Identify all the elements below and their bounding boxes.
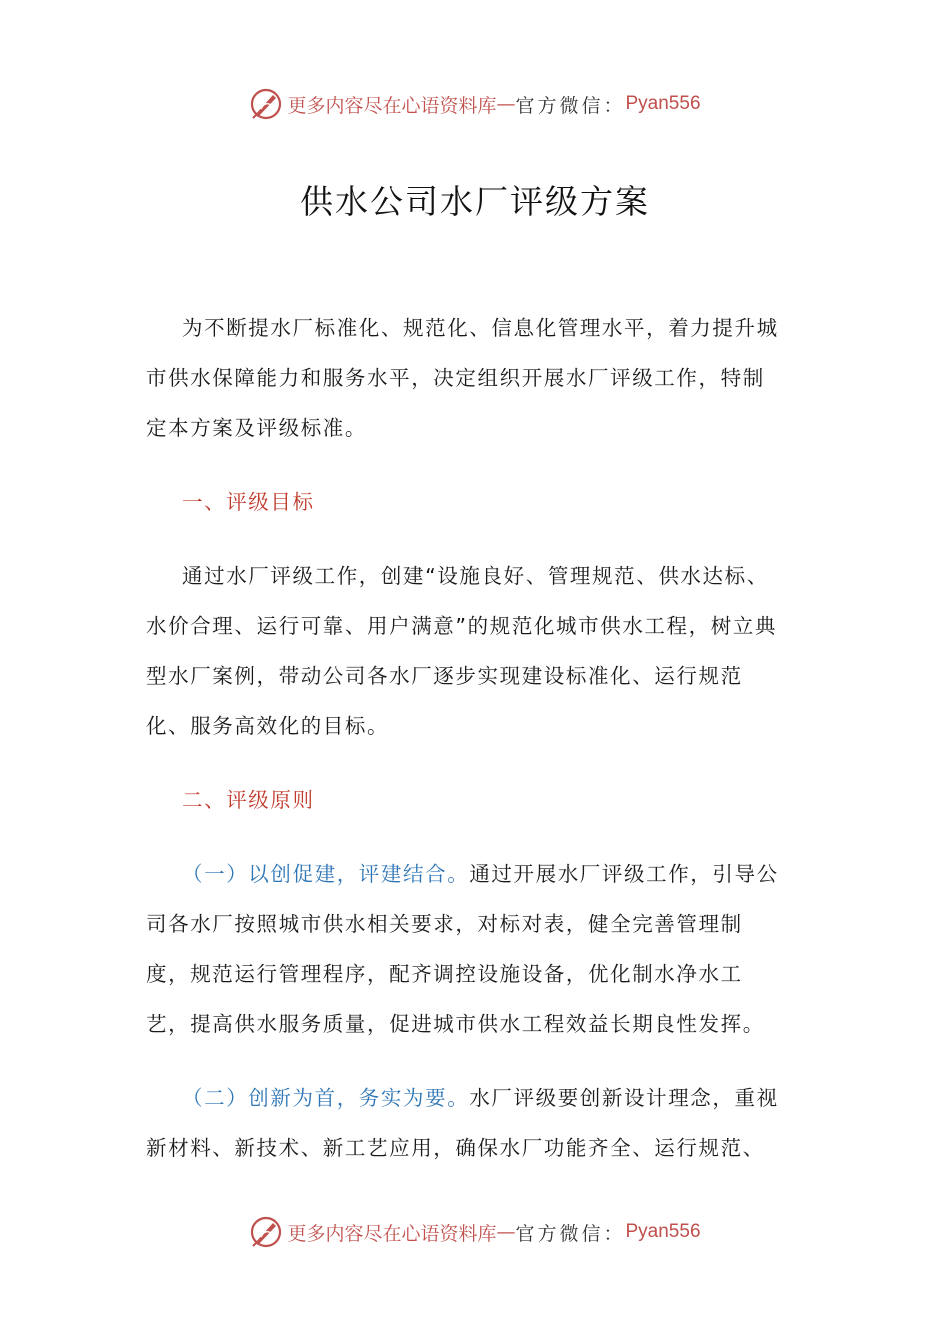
intro-paragraph: 为不断提水厂标准化、规范化、信息化管理水平，着力提升城市供水保障能力和服务水平，决定组织开展水厂评级工作，特制定本方案及评级标准。	[146, 316, 779, 440]
principle-1-paragraph	[146, 849, 786, 1049]
principle-2-text: 水厂评级要创新设计理念，重视新材料、新技术、新工艺应用，确保水厂功能齐全、运行规范、	[146, 1086, 779, 1160]
principle-1-lead: （一）以创促建，评建结合。	[182, 862, 470, 886]
banner-wechat-label: 官方微信：	[515, 1222, 626, 1245]
banner-dash: —	[496, 1221, 516, 1243]
goals-paragraph: 通过水厂评级工作，创建“设施良好、管理规范、供水达标、水价合理、运行可靠、用户满意”的规范化城市供水工程，树立典型水厂案例，带动公司各水厂逐步实现建设标准化、运行规范化、服务高效化的目标。	[146, 564, 778, 738]
watermark-banner-bottom	[0, 1212, 950, 1252]
principle-2-paragraph	[146, 1073, 786, 1173]
banner-main-text: 更多内容尽在心语资料库	[287, 94, 497, 117]
principle-2-lead: （二）创新为首，务实为要。	[182, 1086, 470, 1110]
pen-logo-icon	[249, 1215, 283, 1249]
banner-main-text: 更多内容尽在心语资料库	[287, 1222, 497, 1245]
document-title: 供水公司水厂评级方案	[300, 182, 650, 221]
banner-wechat-id: Pyan556	[625, 93, 701, 114]
banner-wechat-id: Pyan556	[625, 1221, 701, 1242]
banner-wechat-label: 官方微信：	[515, 94, 626, 117]
banner-dash: —	[496, 93, 516, 115]
watermark-banner-top	[0, 84, 950, 124]
section-heading-principles: 二、评级原则	[182, 788, 315, 812]
document-body	[146, 303, 786, 1197]
pen-logo-icon	[249, 87, 283, 121]
principle-1-text: 通过开展水厂评级工作，引导公司各水厂按照城市供水相关要求，对标对表，健全完善管理制度，规范运行管理程序，配齐调控设施设备，优化制水净水工艺，提高供水服务质量，促进城市供水工程效益长期良性发挥。	[146, 862, 779, 1036]
section-heading-goals: 一、评级目标	[182, 490, 315, 514]
